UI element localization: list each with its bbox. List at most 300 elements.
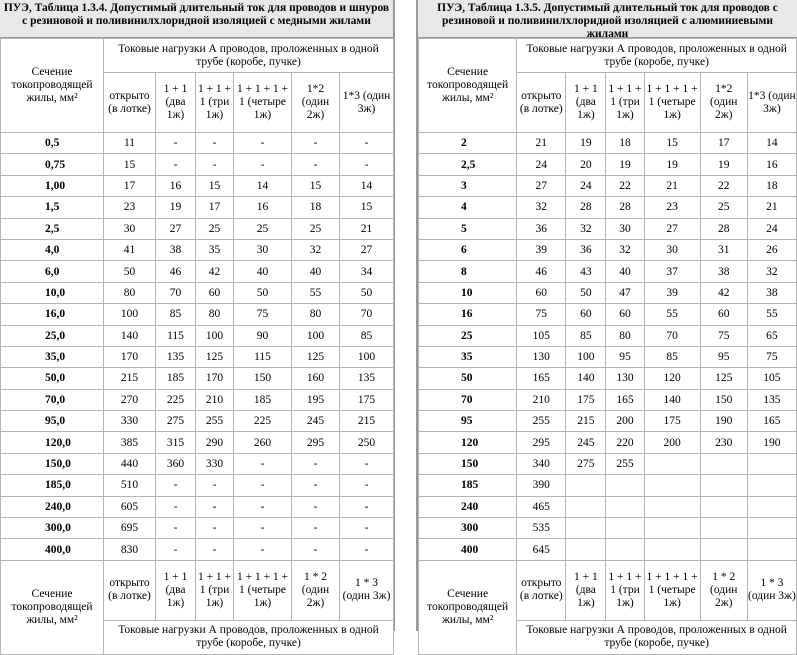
section-header: Сечение токопроводящей жилы, мм²: [419, 39, 517, 133]
value-cell: [606, 518, 644, 539]
group-header: Токовые нагрузки А проводов, проложенных в одной трубе (коробе, пучке): [517, 39, 797, 73]
table-row: [419, 389, 797, 410]
table-row: [419, 368, 797, 389]
table-row: [1, 453, 394, 474]
value-cell: -: [234, 518, 292, 539]
table-row: [1, 304, 394, 325]
value-cell: 32: [747, 261, 796, 282]
value-cell: 30: [104, 218, 156, 239]
value-cell: 275: [156, 411, 196, 432]
value-cell: 100: [104, 304, 156, 325]
value-cell: 19: [156, 197, 196, 218]
table-row: [1, 368, 394, 389]
value-cell: 170: [104, 346, 156, 367]
value-cell: 100: [292, 325, 340, 346]
value-cell: 15: [104, 154, 156, 175]
value-cell: [644, 518, 700, 539]
value-cell: 55: [747, 304, 796, 325]
value-cell: 200: [644, 432, 700, 453]
section-cell: 35: [419, 346, 517, 367]
table-row: [419, 218, 797, 239]
table-row: [1, 518, 394, 539]
section-cell: 185: [419, 475, 517, 496]
value-cell: 50: [104, 261, 156, 282]
value-cell: 215: [566, 411, 606, 432]
value-cell: [747, 496, 796, 517]
value-cell: 40: [292, 261, 340, 282]
value-cell: 85: [644, 346, 700, 367]
value-cell: 40: [606, 261, 644, 282]
table-row: [1, 496, 394, 517]
value-cell: [747, 518, 796, 539]
value-cell: -: [234, 475, 292, 496]
value-cell: [644, 475, 700, 496]
value-cell: [700, 496, 747, 517]
value-cell: 290: [196, 432, 234, 453]
table-row: [419, 175, 797, 196]
value-cell: 32: [517, 197, 566, 218]
value-cell: 38: [156, 239, 196, 260]
table-row: [1, 218, 394, 239]
section-cell: 35,0: [1, 346, 104, 367]
value-cell: 25: [292, 218, 340, 239]
section-cell: 70: [419, 389, 517, 410]
column-header: 1*2 (один 2ж): [292, 73, 340, 133]
value-cell: 37: [644, 261, 700, 282]
value-cell: -: [292, 154, 340, 175]
value-cell: 85: [566, 325, 606, 346]
table-row: [419, 154, 797, 175]
value-cell: 80: [292, 304, 340, 325]
value-cell: 15: [644, 133, 700, 154]
table-row: [419, 496, 797, 517]
table-row: [1, 282, 394, 303]
value-cell: -: [292, 539, 340, 560]
value-cell: -: [234, 154, 292, 175]
value-cell: 210: [517, 389, 566, 410]
value-cell: [700, 453, 747, 474]
value-cell: 215: [340, 411, 394, 432]
value-cell: 16: [156, 175, 196, 196]
value-cell: 23: [644, 197, 700, 218]
value-cell: 225: [234, 411, 292, 432]
column-header: 1 + 1 + 1 (три 1ж): [606, 73, 644, 133]
value-cell: 75: [747, 346, 796, 367]
value-cell: 25: [700, 197, 747, 218]
section-cell: 10: [419, 282, 517, 303]
column-header: 1*3 (один 3ж): [340, 73, 394, 133]
section-cell: 5: [419, 218, 517, 239]
value-cell: 17: [104, 175, 156, 196]
value-cell: 135: [156, 346, 196, 367]
value-cell: 340: [517, 453, 566, 474]
value-cell: -: [292, 518, 340, 539]
table-row: [419, 432, 797, 453]
value-cell: 140: [644, 389, 700, 410]
value-cell: 40: [234, 261, 292, 282]
value-cell: 230: [700, 432, 747, 453]
value-cell: 27: [644, 218, 700, 239]
value-cell: 175: [644, 411, 700, 432]
value-cell: 30: [644, 239, 700, 260]
group-footer: Токовые нагрузки А проводов, проложенных в одной трубе (коробе, пучке): [517, 620, 797, 654]
value-cell: 70: [340, 304, 394, 325]
value-cell: 175: [566, 389, 606, 410]
value-cell: 19: [606, 154, 644, 175]
value-cell: 17: [700, 133, 747, 154]
value-cell: 42: [700, 282, 747, 303]
value-cell: 115: [234, 346, 292, 367]
section-cell: 70,0: [1, 389, 104, 410]
value-cell: 15: [340, 197, 394, 218]
column-header: 1*2 (один 2ж): [700, 73, 747, 133]
column-footer: 1 + 1 + 1 + 1 (четыре 1ж): [234, 560, 292, 620]
value-cell: 26: [747, 239, 796, 260]
value-cell: -: [196, 539, 234, 560]
table-row: [419, 539, 797, 560]
value-cell: 140: [104, 325, 156, 346]
value-cell: 21: [340, 218, 394, 239]
value-cell: 125: [196, 346, 234, 367]
value-cell: 75: [517, 304, 566, 325]
table-row: [1, 239, 394, 260]
table-row: [419, 304, 797, 325]
value-cell: -: [196, 133, 234, 154]
value-cell: 70: [156, 282, 196, 303]
copper-table: [0, 38, 394, 655]
value-cell: 47: [606, 282, 644, 303]
value-cell: 60: [606, 304, 644, 325]
value-cell: 22: [606, 175, 644, 196]
value-cell: 195: [292, 389, 340, 410]
column-footer: 1 + 1 (два 1ж): [566, 560, 606, 620]
value-cell: 275: [566, 453, 606, 474]
value-cell: 50: [234, 282, 292, 303]
section-footer: Сечение токопроводящей жилы, мм²: [419, 560, 517, 654]
table-row: [419, 325, 797, 346]
value-cell: 95: [700, 346, 747, 367]
table-row: [1, 175, 394, 196]
section-cell: 2: [419, 133, 517, 154]
section-cell: 150,0: [1, 453, 104, 474]
section-footer: Сечение токопроводящей жилы, мм²: [1, 560, 104, 654]
table-row: [419, 453, 797, 474]
section-cell: 2,5: [419, 154, 517, 175]
value-cell: 28: [606, 197, 644, 218]
value-cell: 135: [747, 389, 796, 410]
value-cell: 130: [606, 368, 644, 389]
value-cell: 465: [517, 496, 566, 517]
aluminium-table-panel: [416, 0, 797, 650]
value-cell: 225: [156, 389, 196, 410]
value-cell: 100: [196, 325, 234, 346]
value-cell: 38: [747, 282, 796, 303]
section-cell: 240: [419, 496, 517, 517]
table-row: [1, 197, 394, 218]
value-cell: -: [340, 539, 394, 560]
value-cell: 200: [606, 411, 644, 432]
value-cell: 115: [156, 325, 196, 346]
column-footer: 1 * 2 (один 2ж): [700, 560, 747, 620]
value-cell: 295: [292, 432, 340, 453]
value-cell: [700, 475, 747, 496]
value-cell: 39: [517, 239, 566, 260]
column-footer: 1 * 3 (один 3ж): [747, 560, 796, 620]
value-cell: 50: [566, 282, 606, 303]
value-cell: -: [340, 453, 394, 474]
value-cell: 41: [104, 239, 156, 260]
value-cell: 21: [644, 175, 700, 196]
value-cell: [606, 496, 644, 517]
value-cell: 60: [566, 304, 606, 325]
value-cell: 14: [234, 175, 292, 196]
value-cell: 135: [340, 368, 394, 389]
section-cell: 25: [419, 325, 517, 346]
column-header: 1 + 1 + 1 + 1 (четыре 1ж): [234, 73, 292, 133]
section-cell: 150: [419, 453, 517, 474]
value-cell: 46: [517, 261, 566, 282]
value-cell: 75: [700, 325, 747, 346]
value-cell: 60: [196, 282, 234, 303]
value-cell: 25: [196, 218, 234, 239]
value-cell: 24: [517, 154, 566, 175]
group-footer: Токовые нагрузки А проводов, проложенных в одной трубе (коробе, пучке): [104, 620, 394, 654]
value-cell: 65: [747, 325, 796, 346]
value-cell: 85: [156, 304, 196, 325]
value-cell: 30: [234, 239, 292, 260]
section-cell: 4: [419, 197, 517, 218]
value-cell: 16: [747, 154, 796, 175]
value-cell: 35: [196, 239, 234, 260]
value-cell: 255: [196, 411, 234, 432]
section-cell: 16: [419, 304, 517, 325]
value-cell: 360: [156, 453, 196, 474]
value-cell: 830: [104, 539, 156, 560]
value-cell: 16: [234, 197, 292, 218]
table-row: [419, 133, 797, 154]
section-cell: 16,0: [1, 304, 104, 325]
value-cell: 21: [747, 197, 796, 218]
value-cell: 125: [292, 346, 340, 367]
value-cell: 27: [517, 175, 566, 196]
value-cell: 95: [606, 346, 644, 367]
value-cell: -: [340, 496, 394, 517]
value-cell: 80: [104, 282, 156, 303]
value-cell: -: [156, 475, 196, 496]
section-cell: 50,0: [1, 368, 104, 389]
panel-divider: [395, 0, 416, 631]
section-cell: 4,0: [1, 239, 104, 260]
table-row: [419, 282, 797, 303]
value-cell: 245: [292, 411, 340, 432]
section-cell: 6,0: [1, 261, 104, 282]
value-cell: 19: [644, 154, 700, 175]
value-cell: 165: [517, 368, 566, 389]
section-cell: 185,0: [1, 475, 104, 496]
table-row: [419, 239, 797, 260]
column-header: 1 + 1 (два 1ж): [156, 73, 196, 133]
value-cell: [747, 475, 796, 496]
column-header: 1 + 1 + 1 + 1 (четыре 1ж): [644, 73, 700, 133]
value-cell: 21: [517, 133, 566, 154]
value-cell: 24: [747, 218, 796, 239]
value-cell: -: [292, 453, 340, 474]
value-cell: -: [234, 539, 292, 560]
aluminium-table-title: ПУЭ, Таблица 1.3.5. Допустимый длительный ток для проводов с резиновой и поливинилхлоридной изоляцией с алюминиевыми жилами: [418, 0, 797, 38]
value-cell: 22: [700, 175, 747, 196]
value-cell: [644, 496, 700, 517]
value-cell: 25: [234, 218, 292, 239]
value-cell: -: [196, 154, 234, 175]
value-cell: 220: [606, 432, 644, 453]
table-row: [1, 475, 394, 496]
value-cell: 18: [292, 197, 340, 218]
table-row: [1, 261, 394, 282]
value-cell: 605: [104, 496, 156, 517]
value-cell: -: [156, 133, 196, 154]
table-row: [419, 475, 797, 496]
table-row: [419, 197, 797, 218]
value-cell: 11: [104, 133, 156, 154]
column-header: 1 + 1 (два 1ж): [566, 73, 606, 133]
value-cell: 55: [644, 304, 700, 325]
value-cell: -: [340, 475, 394, 496]
value-cell: 55: [292, 282, 340, 303]
value-cell: 14: [340, 175, 394, 196]
value-cell: 28: [700, 218, 747, 239]
value-cell: -: [156, 496, 196, 517]
value-cell: -: [156, 539, 196, 560]
value-cell: 440: [104, 453, 156, 474]
section-cell: 6: [419, 239, 517, 260]
value-cell: -: [196, 475, 234, 496]
value-cell: 15: [196, 175, 234, 196]
value-cell: 23: [104, 197, 156, 218]
value-cell: 645: [517, 539, 566, 560]
value-cell: -: [156, 154, 196, 175]
section-cell: 0,75: [1, 154, 104, 175]
value-cell: 250: [340, 432, 394, 453]
value-cell: 150: [700, 389, 747, 410]
value-cell: -: [196, 518, 234, 539]
value-cell: 39: [644, 282, 700, 303]
value-cell: 210: [196, 389, 234, 410]
value-cell: -: [234, 496, 292, 517]
section-cell: 240,0: [1, 496, 104, 517]
value-cell: [606, 539, 644, 560]
table-row: [1, 539, 394, 560]
value-cell: 215: [104, 368, 156, 389]
table-row: [1, 154, 394, 175]
table-row: [1, 133, 394, 154]
value-cell: 20: [566, 154, 606, 175]
table-row: [1, 389, 394, 410]
column-footer: 1 + 1 + 1 (три 1ж): [196, 560, 234, 620]
value-cell: 60: [700, 304, 747, 325]
value-cell: -: [340, 154, 394, 175]
value-cell: 330: [104, 411, 156, 432]
value-cell: 75: [234, 304, 292, 325]
value-cell: 31: [700, 239, 747, 260]
section-cell: 1,5: [1, 197, 104, 218]
value-cell: 18: [606, 133, 644, 154]
section-cell: 300: [419, 518, 517, 539]
value-cell: [566, 518, 606, 539]
column-footer: 1 + 1 + 1 + 1 (четыре 1ж): [644, 560, 700, 620]
value-cell: -: [340, 133, 394, 154]
table-row: [1, 411, 394, 432]
value-cell: 36: [566, 239, 606, 260]
column-footer: открыто (в лотке): [517, 560, 566, 620]
value-cell: [566, 475, 606, 496]
value-cell: 70: [644, 325, 700, 346]
value-cell: 19: [700, 154, 747, 175]
section-cell: 8: [419, 261, 517, 282]
value-cell: 60: [517, 282, 566, 303]
section-cell: 2,5: [1, 218, 104, 239]
value-cell: 19: [566, 133, 606, 154]
value-cell: -: [340, 518, 394, 539]
value-cell: 42: [196, 261, 234, 282]
value-cell: 385: [104, 432, 156, 453]
value-cell: [700, 518, 747, 539]
value-cell: 100: [566, 346, 606, 367]
value-cell: [700, 539, 747, 560]
aluminium-table: [418, 38, 797, 655]
value-cell: 105: [517, 325, 566, 346]
value-cell: 190: [747, 432, 796, 453]
table-row: [419, 261, 797, 282]
value-cell: 260: [234, 432, 292, 453]
value-cell: 80: [606, 325, 644, 346]
value-cell: -: [196, 496, 234, 517]
value-cell: 36: [517, 218, 566, 239]
value-cell: -: [292, 496, 340, 517]
table-row: [419, 346, 797, 367]
column-header: 1 + 1 + 1 (три 1ж): [196, 73, 234, 133]
value-cell: 175: [340, 389, 394, 410]
value-cell: 130: [517, 346, 566, 367]
value-cell: 46: [156, 261, 196, 282]
section-header: Сечение токопроводящей жилы, мм²: [1, 39, 104, 133]
column-footer: открыто (в лотке): [104, 560, 156, 620]
value-cell: 330: [196, 453, 234, 474]
value-cell: 14: [747, 133, 796, 154]
value-cell: -: [234, 453, 292, 474]
copper-table-title: ПУЭ, Таблица 1.3.4. Допустимый длительный ток для проводов и шнуров с резиновой и поливинилхлоридной изоляцией с медными жилами: [0, 0, 393, 38]
section-cell: 95,0: [1, 411, 104, 432]
table-row: [1, 325, 394, 346]
section-cell: 25,0: [1, 325, 104, 346]
value-cell: 30: [606, 218, 644, 239]
value-cell: 80: [196, 304, 234, 325]
value-cell: 695: [104, 518, 156, 539]
column-footer: 1 + 1 + 1 (три 1ж): [606, 560, 644, 620]
value-cell: 390: [517, 475, 566, 496]
value-cell: 27: [156, 218, 196, 239]
group-header: Токовые нагрузки А проводов, проложенных в одной трубе (коробе, пучке): [104, 39, 394, 73]
value-cell: [747, 539, 796, 560]
value-cell: 90: [234, 325, 292, 346]
section-cell: 50: [419, 368, 517, 389]
value-cell: [566, 496, 606, 517]
value-cell: [566, 539, 606, 560]
column-header: открыто (в лотке): [517, 73, 566, 133]
column-footer: 1 * 2 (один 2ж): [292, 560, 340, 620]
value-cell: 17: [196, 197, 234, 218]
value-cell: 32: [606, 239, 644, 260]
value-cell: 18: [747, 175, 796, 196]
